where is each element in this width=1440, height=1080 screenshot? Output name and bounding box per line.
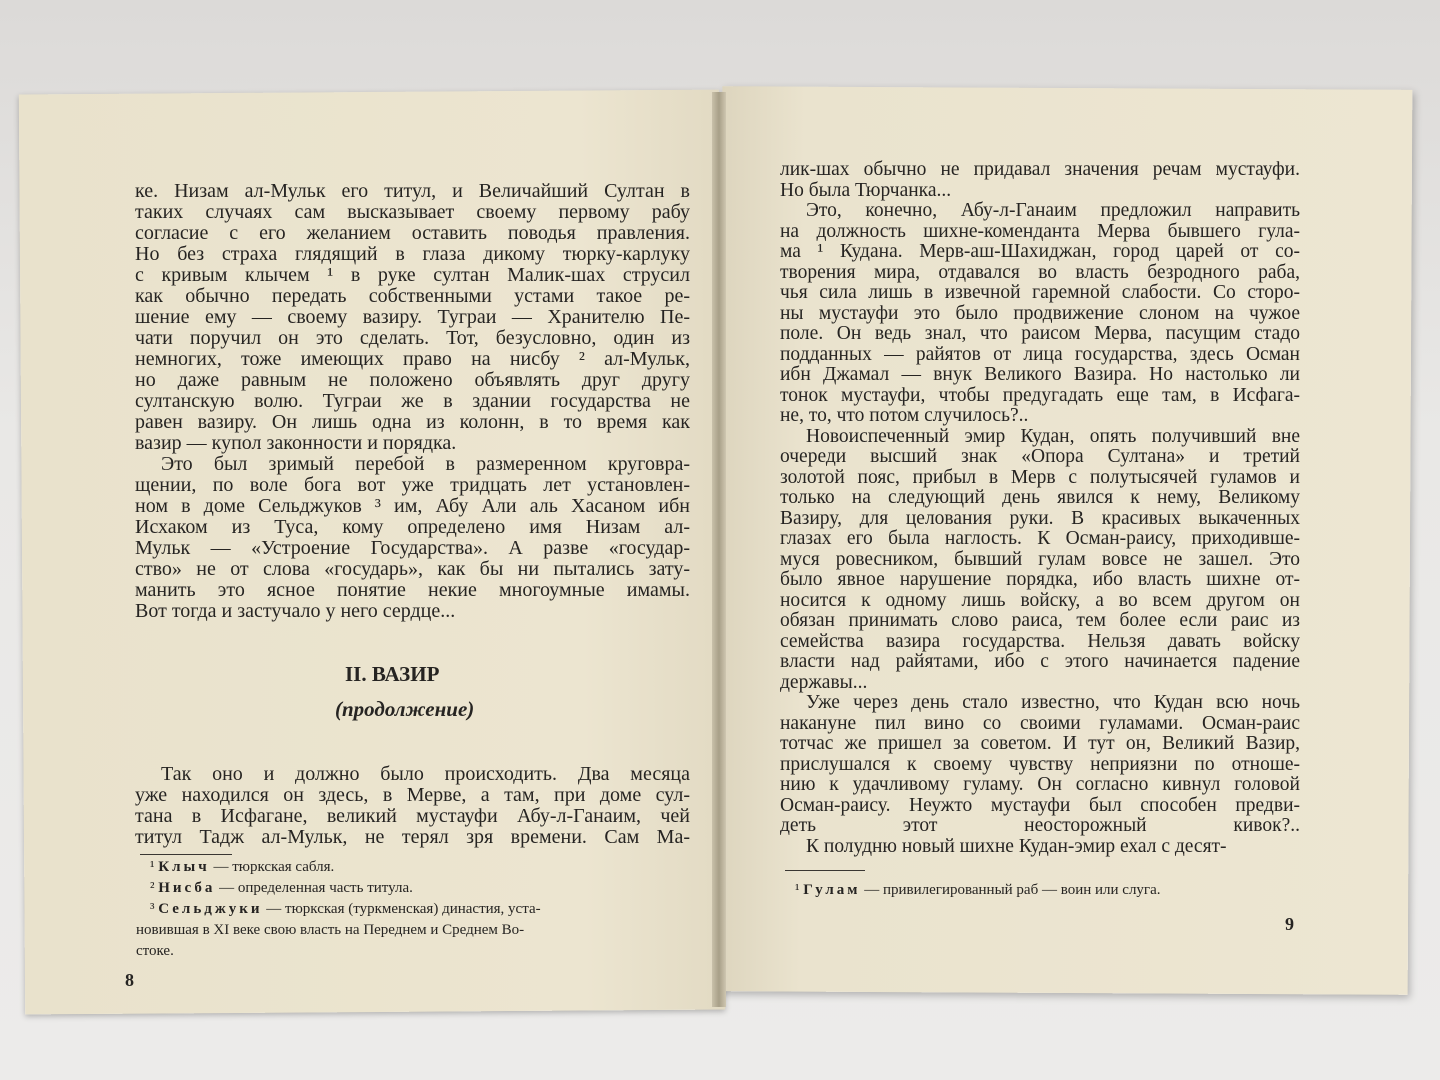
footnote-line: новившая в XI веке свою власть на Переднем и Среднем Во-	[136, 922, 525, 938]
text-line: творения мира, отдавался во власть безродного раба,	[780, 261, 1300, 283]
text-line: державы...	[780, 671, 868, 693]
text-line: ном в доме Сельджуков ³ им, Абу Али аль Хасаном ибн	[135, 495, 690, 517]
footnote-rule	[140, 854, 232, 855]
text-line: ма ¹ Кудана. Мерв-аш-Шахиджан, город царей от со-	[780, 241, 1300, 262]
right-footnote: ¹ Гулам — привилегированный раб — воин или слуга.	[795, 882, 1161, 898]
text-line: ны мустауфи это было продвижение слоном на чужое	[780, 302, 1300, 324]
footnote-line: стоке.	[136, 943, 174, 959]
text-line: очереди высший знак «Опора Султана» и третий	[780, 446, 1300, 467]
left-footnotes	[150, 857, 541, 920]
text-line: Так оно и должно было происходить. Два месяца	[161, 763, 690, 785]
text-line: таких случаях сам высказывает своему первому рабу	[135, 201, 690, 223]
text-line: власти над райятами, ибо с этого начинается падение	[780, 651, 1300, 672]
text-line: шение ему — своему вазиру. Туграи — Хранителю Пе-	[135, 306, 690, 328]
text-line: Новоиспеченный эмир Кудан, опять получивший вне	[806, 425, 1300, 447]
text-line: уже находился он здесь, в Мерве, а там, при доме сул-	[135, 784, 690, 806]
text-line: носится к одному лишь войску, а во всем другом он	[780, 589, 1300, 611]
text-line: подданных — райятов от лица государства, здесь Осман	[780, 343, 1300, 365]
footnote-3: ³ Сельджуки — тюркская (туркменская) династия, уста-	[150, 901, 541, 917]
text-line: согласие с его желанием оставить поводья правления.	[135, 222, 690, 244]
text-line: семейства вазира государства. Нельзя давать войску	[780, 630, 1300, 652]
text-line: как обычно передать собственными устами такое ре-	[135, 285, 690, 307]
text-line: накануне пил вино со своими гуламами. Осман-раис	[780, 712, 1300, 734]
text-line: тонок мустауфи, чтобы предугадать еще там, в Исфага-	[780, 384, 1300, 406]
page-number-left: 8	[125, 970, 134, 990]
text-line: обязан принимать слово раиса, тем более если раис из	[780, 610, 1300, 631]
text-line: прислушался к своему чувству неприязни по отноше-	[780, 753, 1300, 775]
text-line: но даже равным не положено объявлять друг другу	[135, 369, 690, 391]
text-line: на должность шихне-коменданта Мерва бывшего гула-	[780, 220, 1300, 242]
text-line: золотой пояс, прибыл в Мерв с полутысячей гуламов и	[780, 466, 1300, 488]
footnote-3-continued	[136, 920, 524, 962]
text-line: К полудню новый шихне Кудан-эмир ехал с десят-	[806, 835, 1227, 857]
left-page-text	[135, 181, 690, 622]
footnote-rule	[785, 870, 865, 871]
text-line: Мульк — «Устроение Государства». А разве «государ-	[135, 537, 690, 559]
text-line: тотчас же пришел за советом. И тут он, Великий Вазир,	[780, 733, 1300, 754]
footnote-2: ² Нисба — определенная часть титула.	[150, 880, 413, 896]
text-line: глазах его была наглость. К Осман-раису, приходивше-	[780, 528, 1300, 549]
text-line: Но была Тюрчанка...	[780, 179, 952, 201]
text-line: ибн Джамал — внук Великого Вазира. Но настолько ли	[780, 364, 1300, 385]
left-page-paragraph	[135, 764, 690, 848]
text-line: чати поручил он это сделать. Тот, безусловно, один из	[135, 327, 690, 349]
text-line: Это был зримый перебой в размеренном круговра-	[161, 453, 690, 475]
text-line: с кривым клычем ¹ в руке султан Малик-шах струсил	[135, 264, 690, 286]
text-line: тана в Исфагане, великий мустауфи Абу-л-Ганаим, чей	[135, 805, 690, 827]
text-line: Осман-раису. Неужто мустауфи был способен предви-	[780, 794, 1300, 816]
right-page-text	[780, 160, 1300, 857]
text-line: равен вазиру. Он лишь одна из колонн, в то время как	[135, 411, 690, 433]
text-line: Уже через день стало известно, что Кудан всю ночь	[806, 692, 1300, 713]
text-line: Это, конечно, Абу-л-Ганаим предложил направить	[806, 200, 1300, 221]
text-line: немногих, тоже имеющих право на нисбу ² ал-Мульк,	[135, 348, 690, 370]
text-line: лик-шах обычно не придавал значения речам мустауфи.	[780, 159, 1300, 180]
text-line: не, то, что потом случилось?..	[780, 405, 1029, 426]
text-line: Но без страха глядящий в глаза дикому тюрку-карлуку	[135, 243, 690, 265]
page-number-right: 9	[1285, 914, 1294, 934]
chapter-subheading: (продолжение)	[335, 697, 475, 721]
text-line: деть этот неосторожный кивок?..	[780, 815, 1300, 836]
text-line: щении, по воле бога вот уже тридцать лет установлен-	[135, 474, 690, 496]
text-line: было явное нарушение порядка, ибо власть шихне от-	[780, 569, 1300, 590]
text-line: только на следующий день явился к нему, Великому	[780, 487, 1300, 508]
text-line: ство» не от слова «государь», как бы ни пытались зату-	[135, 558, 690, 580]
text-line: титул Тадж ал-Мульк, не терял зря времени. Сам Ма-	[135, 826, 690, 848]
footnote-1: ¹ Клыч — тюркская сабля.	[150, 859, 335, 875]
text-line: нию к удачливому гуламу. Он согласно кивнул головой	[780, 774, 1300, 795]
chapter-heading: II. ВАЗИР	[345, 662, 440, 686]
book-gutter	[712, 92, 726, 1007]
text-line: поле. Он ведь знал, что раисом Мерва, пасущим стадо	[780, 323, 1300, 344]
text-line: Исхаком из Туса, кому определено имя Низам ал-	[135, 516, 690, 538]
text-line: манить это ясное понятие некие многоумные имамы.	[135, 579, 690, 601]
text-line: муся ровесником, бывший гулам вовсе не зашел. Это	[780, 548, 1300, 570]
text-line: вазир — купол законности и порядка.	[135, 432, 457, 454]
text-line: Вазиру, для целования руки. В красивых выкаченных	[780, 507, 1300, 529]
text-line: султанскую волю. Туграи же в здании государства не	[135, 390, 690, 412]
text-line: Вот тогда и застучало у него сердце...	[135, 600, 456, 622]
text-line: чья сила лишь в извечной гаремной слабости. Со сторо-	[780, 282, 1300, 303]
text-line: ке. Низам ал-Мульк его титул, и Величайший Султан в	[135, 180, 690, 202]
